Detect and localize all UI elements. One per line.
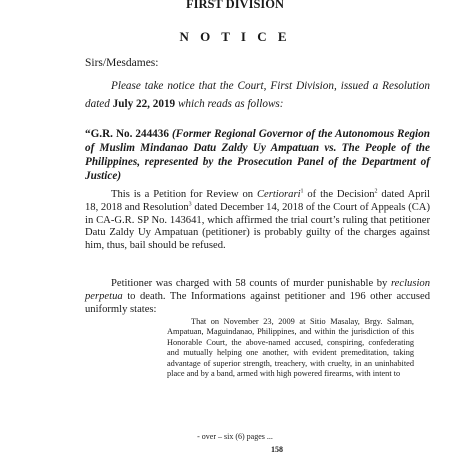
- intro-text-after: which reads as follows:: [175, 98, 284, 110]
- body-paragraph-1: [85, 189, 430, 253]
- case-caption: [85, 127, 430, 183]
- para1-text-4: dated December 14, 2018 of the Court of Appeals (CA) in CA-G.R. SP No. 143641, which affirmed the trial court’s ruling that petitioner Datu Zaldy Uy Ampatuan (petitioner) is probably guilty of the charges against him, thus, bail should be refused.: [85, 201, 430, 252]
- reclusion-perpetua-term: reclusion perpetua: [85, 278, 430, 302]
- footnote-ref-1: 1: [300, 188, 304, 195]
- information-quote: That on November 23, 2009 at Sitio Masalay, Brgy. Salman, Ampatuan, Maguindanao, Philippines, and within the jurisdiction of this Honorable Court, the above-named accused, conspiring, confederating and mutually helping one another, with evident premeditation, taking advantage of superior strength, treachery, with cruelty, in an uninhabited place and by a band, armed with high powered firearms, with intent to: [167, 317, 414, 379]
- salutation: Sirs/Mesdames:: [85, 57, 159, 69]
- gr-number: “G.R. No. 244436: [85, 128, 169, 140]
- para1-text-1: This is a Petition for Review on: [111, 189, 257, 200]
- certiorari-term: Certiorari: [256, 189, 301, 200]
- page-continuation-note: - over – six (6) pages ...: [197, 432, 273, 441]
- page-number: 158: [271, 445, 283, 454]
- para2-text-2: to death. The Informations against petitioner and 196 other accused uniformly states:: [85, 290, 430, 315]
- body-paragraph-2: [85, 278, 430, 316]
- notice-title: N O T I C E: [179, 29, 291, 44]
- para1-text-2: of the Decision: [303, 189, 375, 200]
- footnote-ref-3: 3: [188, 201, 192, 208]
- case-title: (Former Regional Governor of the Autonomous Region of Muslim Mindanao Datu Zaldy Uy Ampatuan vs. The People of the Philippines, represented by the Prosecution Panel of the Department of Justice): [85, 128, 430, 182]
- para1-text-3: dated April 18, 2018 and Resolution: [85, 189, 430, 213]
- division-heading: FIRST DIVISION: [185, 0, 285, 11]
- resolution-date: July 22, 2019: [112, 98, 176, 110]
- para2-text-1: Petitioner was charged with 58 counts of murder punishable by: [111, 278, 391, 289]
- intro-paragraph: [85, 77, 430, 113]
- intro-text-before: Please take notice that the Court, First Division, issued a Resolution dated: [85, 80, 430, 110]
- footnote-ref-2: 2: [374, 188, 378, 195]
